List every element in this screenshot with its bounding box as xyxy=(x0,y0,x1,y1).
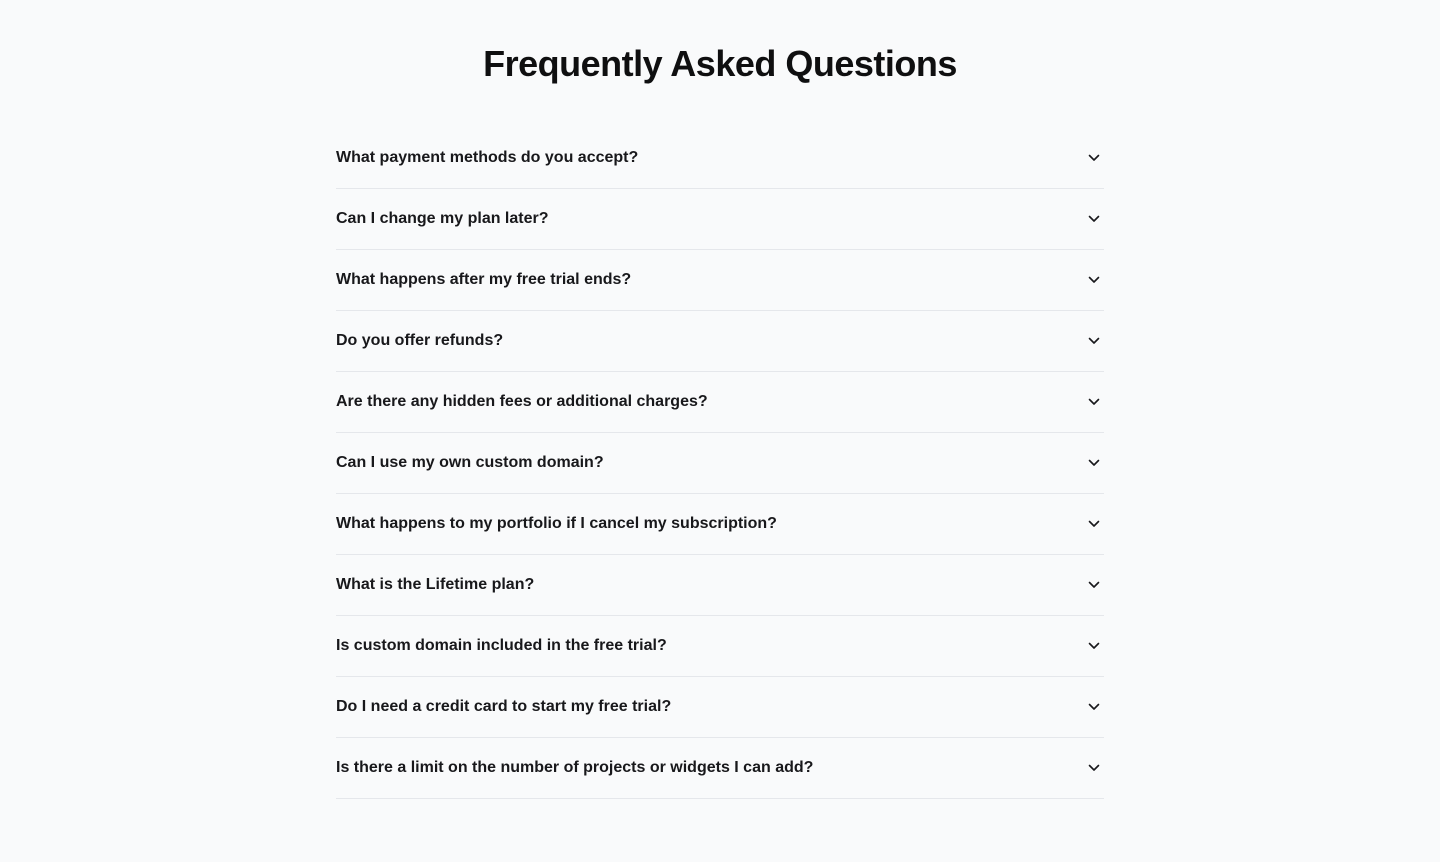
faq-question: Can I use my own custom domain? xyxy=(336,454,604,471)
faq-question: What happens after my free trial ends? xyxy=(336,271,632,288)
faq-item[interactable] xyxy=(336,311,1104,372)
chevron-down-icon[interactable] xyxy=(1086,211,1102,227)
page-title: Frequently Asked Questions xyxy=(483,43,957,84)
faq-question: Is custom domain included in the free trial? xyxy=(336,637,667,654)
faq-item[interactable] xyxy=(336,433,1104,494)
chevron-down-icon[interactable] xyxy=(1086,699,1102,715)
faq-item[interactable] xyxy=(336,677,1104,738)
faq-item[interactable] xyxy=(336,250,1104,311)
faq-question: Can I change my plan later? xyxy=(336,210,549,227)
chevron-down-icon[interactable] xyxy=(1086,272,1102,288)
chevron-down-icon[interactable] xyxy=(1086,394,1102,410)
faq-list xyxy=(336,128,1104,799)
faq-item[interactable] xyxy=(336,616,1104,677)
faq-question: Is there a limit on the number of projects or widgets I can add? xyxy=(336,759,814,776)
faq-item[interactable] xyxy=(336,189,1104,250)
chevron-down-icon[interactable] xyxy=(1086,760,1102,776)
faq-item[interactable] xyxy=(336,494,1104,555)
faq-item[interactable] xyxy=(336,555,1104,616)
faq-question: What happens to my portfolio if I cancel my subscription? xyxy=(336,515,777,532)
chevron-down-icon[interactable] xyxy=(1086,577,1102,593)
faq-item[interactable] xyxy=(336,128,1104,189)
faq-item[interactable] xyxy=(336,372,1104,433)
faq-question: Are there any hidden fees or additional charges? xyxy=(336,393,708,410)
faq-question: What is the Lifetime plan? xyxy=(336,576,535,593)
chevron-down-icon[interactable] xyxy=(1086,516,1102,532)
faq-question: Do I need a credit card to start my free trial? xyxy=(336,698,672,715)
chevron-down-icon[interactable] xyxy=(1086,150,1102,166)
chevron-down-icon[interactable] xyxy=(1086,455,1102,471)
chevron-down-icon[interactable] xyxy=(1086,333,1102,349)
faq-question: What payment methods do you accept? xyxy=(336,149,639,166)
faq-item[interactable] xyxy=(336,738,1104,799)
faq-question: Do you offer refunds? xyxy=(336,332,504,349)
chevron-down-icon[interactable] xyxy=(1086,638,1102,654)
